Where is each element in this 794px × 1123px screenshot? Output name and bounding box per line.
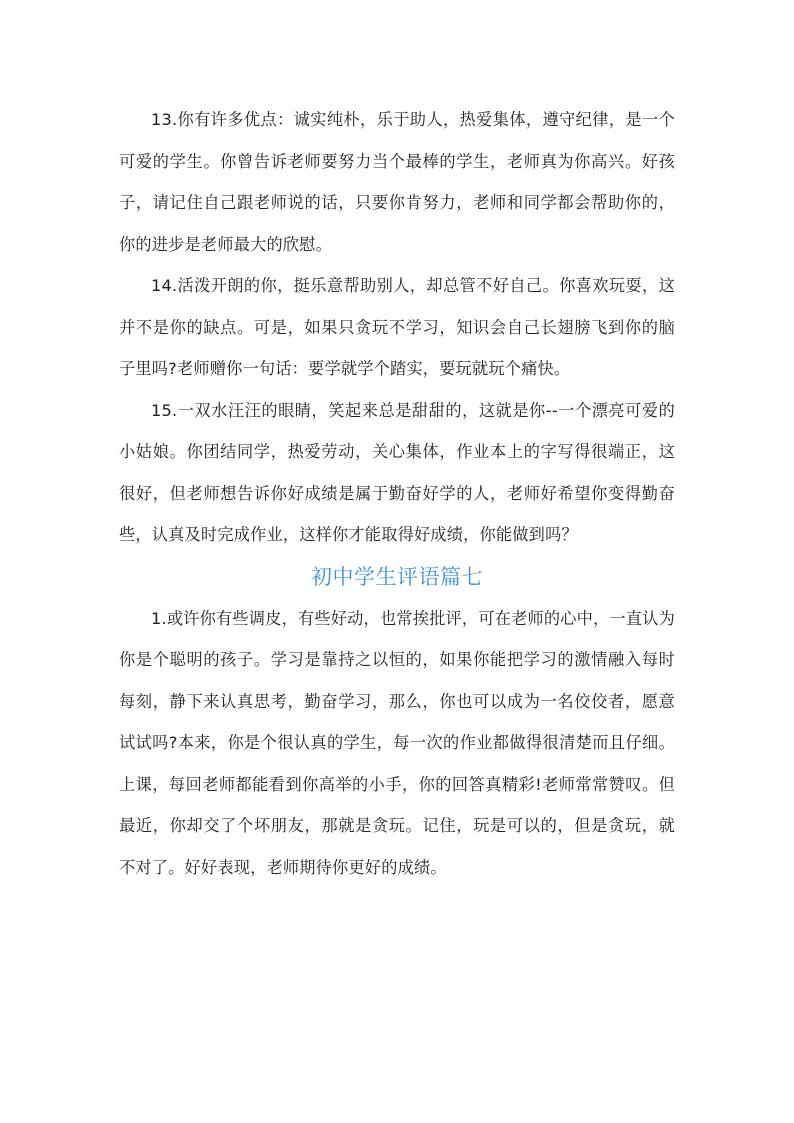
comment-paragraph-1: 1.或许你有些调皮，有些好动，也常挨批评，可在老师的心中，一直认为你是个聪明的孩子。学习是靠持之以恒的，如果你能把学习的激情融入每时每刻，静下来认真思考，勤奋学习，那么，你也可以成为一名佼佼者，愿意试试吗?本来，你是个很认真的学生，每一次的作业都做得很清楚而且仔细。上课，每回老师都能看到你高举的小手，你的回答真精彩!老师常常赞叹。但最近，你却交了个坏朋友，那就是贪玩。记住，玩是可以的，但是贪玩，就不对了。好好表现，老师期待你更好的成绩。 <box>119 608 675 877</box>
comment-paragraph-13: 13.你有许多优点：诚实纯朴，乐于助人，热爱集体，遵守纪律，是一个可爱的学生。你曾告诉老师要努力当个最棒的学生，老师真为你高兴。好孩子，请记住自己跟老师说的话，只要你肯努力，老师和同学都会帮助你的，你的进步是老师最大的欣慰。 <box>119 110 675 254</box>
document-content <box>119 99 675 888</box>
section-heading: 初中学生评语篇七 <box>311 564 483 589</box>
comment-paragraph-15: 15.一双水汪汪的眼睛，笑起来总是甜甜的，这就是你--一个漂亮可爱的小姑娘。你团结同学，热爱劳动，关心集体，作业本上的字写得很端正，这很好，但老师想告诉你好成绩是属于勤奋好学的人，老师好希望你变得勤奋些，认真及时完成作业，这样你才能取得好成绩，你能做到吗？ <box>119 400 675 544</box>
comment-paragraph-14: 14.活泼开朗的你，挺乐意帮助别人，却总管不好自己。你喜欢玩耍，这并不是你的缺点。可是，如果只贪玩不学习，知识会自己长翅膀飞到你的脑子里吗?老师赠你一句话：要学就学个踏实，要玩就玩个痛快。 <box>119 276 675 378</box>
